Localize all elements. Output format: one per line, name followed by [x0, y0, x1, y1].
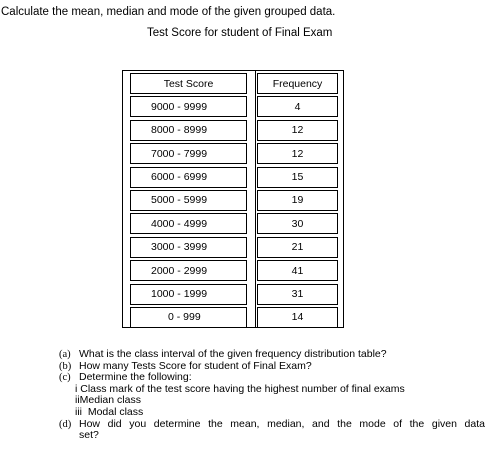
table-caption: Test Score for student of Final Exam — [147, 27, 333, 39]
table-row — [130, 307, 338, 328]
header-test-score: Test Score — [130, 73, 247, 94]
frequency-table — [122, 70, 344, 328]
cell-test-score: 4000 - 4999 — [130, 213, 247, 234]
table-row — [130, 143, 338, 164]
cell-frequency: 19 — [257, 190, 338, 211]
table-row — [130, 167, 338, 188]
table-body — [130, 73, 338, 330]
cell-frequency: 41 — [257, 260, 338, 281]
cell-frequency: 15 — [257, 167, 338, 188]
sub-question: iii Modal class — [75, 405, 144, 418]
cell-test-score: 9000 - 9999 — [130, 96, 247, 117]
question-text: set? — [79, 429, 99, 442]
table-header-row — [130, 73, 338, 94]
cell-test-score: 5000 - 5999 — [130, 190, 247, 211]
cell-test-score: 0 - 999 — [130, 307, 247, 328]
cell-frequency: 12 — [257, 143, 338, 164]
table-row — [130, 96, 338, 117]
question-text: How did you determine the mean, median, and the mode of the given data — [79, 417, 485, 430]
problem-instruction: Calculate the mean, median and mode of the given grouped data. — [1, 6, 336, 18]
question-marker: (a) — [59, 349, 71, 360]
cell-frequency: 14 — [257, 307, 338, 328]
sub-question: iiMedian class — [75, 394, 141, 407]
cell-frequency: 12 — [257, 120, 338, 141]
question-a — [59, 349, 485, 361]
cell-frequency: 4 — [257, 96, 338, 117]
cell-test-score: 8000 - 8999 — [130, 120, 247, 141]
question-marker: (c) — [59, 372, 71, 384]
question-marker: (b) — [59, 360, 72, 372]
sub-question: i Class mark of the test score having the highest number of final exams — [75, 382, 405, 395]
header-frequency: Frequency — [257, 73, 338, 94]
cell-frequency: 21 — [257, 237, 338, 258]
question-list — [59, 349, 485, 442]
table-row — [130, 190, 338, 211]
table-row — [130, 120, 338, 141]
cell-test-score: 2000 - 2999 — [130, 260, 247, 281]
table-row — [130, 213, 338, 234]
cell-test-score: 3000 - 3999 — [130, 237, 247, 258]
question-marker-spacer — [59, 430, 79, 442]
table-row — [130, 284, 338, 305]
cell-frequency: 30 — [257, 213, 338, 234]
question-d — [59, 419, 485, 431]
cell-test-score: 7000 - 7999 — [130, 143, 247, 164]
question-d-continued — [59, 430, 485, 442]
question-text: How many Tests Score for student of Final Exam? — [79, 359, 312, 372]
cell-frequency: 31 — [257, 284, 338, 305]
question-marker: (d) — [59, 418, 72, 430]
cell-test-score: 1000 - 1999 — [130, 284, 247, 305]
table-row — [130, 260, 338, 281]
table-row — [130, 237, 338, 258]
cell-test-score: 6000 - 6999 — [130, 167, 247, 188]
question-text: What is the class interval of the given frequency distribution table? — [79, 348, 387, 360]
question-text: Determine the following: — [79, 371, 192, 384]
